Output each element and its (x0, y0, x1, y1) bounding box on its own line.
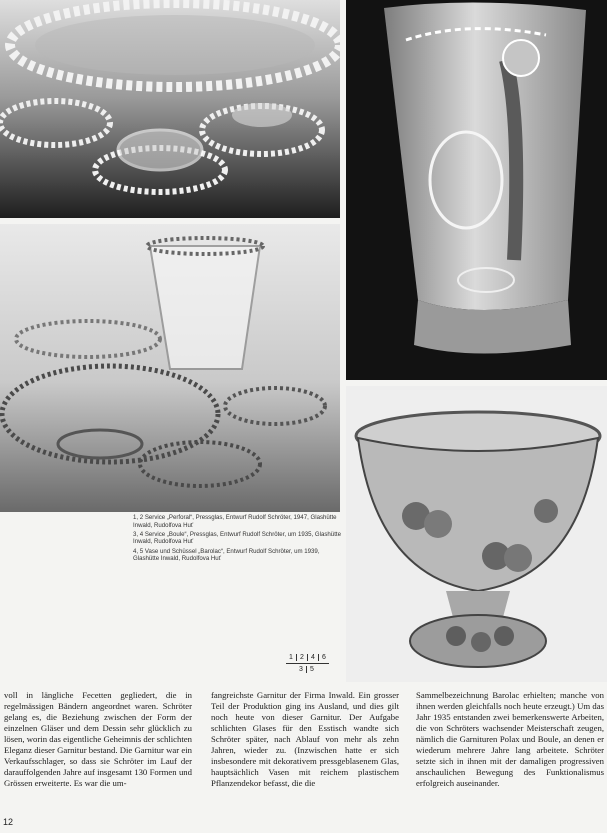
plate-index-cell: 5 (310, 666, 314, 673)
text-column-1 (4, 690, 192, 789)
plate-index-row-bottom (286, 664, 329, 675)
text-column-3 (416, 690, 604, 789)
plate-index-cell: 3 (296, 666, 307, 673)
plate-index-cell: 6 (322, 654, 326, 661)
paragraph: voll in längliche Fecetten gegliedert, die in regelmässigen Bändern angeordnet waren. Schröter gelang es, die Beziehung zwischen der Form der einzelnen Gläser und dem Dessin sehr glücklich zu lösen, worin das eigentliche Geheimnis der schlichten Eleganz dieser Garnitur bestand. Die Garnitur war ein Verkaufsschlager, so dass sie Schröter im Lauf der darauffolgenden Jahre auf insgesamt 130 Formen und Grössen erweiterte. Es war die um- (4, 690, 192, 788)
page-number: 12 (3, 817, 14, 827)
plate-index-row-top (286, 652, 329, 664)
plate-index-cell: 1 (286, 654, 297, 661)
paragraph: fangreichste Garnitur der Firma Inwald. Ein grosser Teil der Produktion ging ins Ausland, und dies gilt noch heute von dieser Garnitur. Der Aufgabe schlichten Glases für den Esstisch wandte sich Schröter später, nach Ablauf von mehr als zehn Jahren, wieder zu. (Inzwischen hatte er sich insbesondere mit dekorativem pressgeblasenem Glas, hauptsächlich Vasen mit reichem plastischem Pflanzendekor befasst, die die (211, 690, 399, 788)
photo-perforal-service (0, 0, 340, 218)
photo-captions (133, 514, 343, 564)
caption-perforal: 1, 2 Service „Perforal“, Pressglas, Entwurf Rudolf Schröter, 1947, Glashütte Inwald, Rudolfova Huť (133, 514, 337, 529)
plate-index-cell: 4 (308, 654, 319, 661)
caption-barolac: 4, 5 Vase und Schüssel „Barolac“, Entwurf Rudolf Schröter, um 1939, Glashütte Inwald, Rudolfova Huť (133, 547, 320, 563)
caption-boule: 3, 4 Service „Boule“, Pressglas, Entwurf Rudolf Schröter, um 1935, Glashütte Inwald, Rudolfova Huť (133, 530, 341, 546)
plate-index-grid (286, 652, 329, 675)
photo-barolac-vase (346, 0, 607, 380)
paragraph: Sammelbezeichnung Barolac erhielten; manche von ihnen werden gleichfalls noch heute erzeugt.) Um das Jahr 1935 entstanden zwei bemerkenswerte Arbeiten, die von Schröters wachsender Meisterschaft zeugen, nämlich die Garnituren Polax und Boule, an denen er wiederum mehrere Jahre lang arbeitete. Schröter setzte sich in ihnen mit der damaligen progressiven anschaulichen Bewegung des Funktionalismus erfolgreich auseinander. (416, 690, 604, 788)
photo-boule-service (0, 224, 340, 512)
plate-index-cell: 2 (297, 654, 308, 661)
photo-barolac-bowl (346, 386, 607, 682)
text-column-2 (211, 690, 399, 789)
